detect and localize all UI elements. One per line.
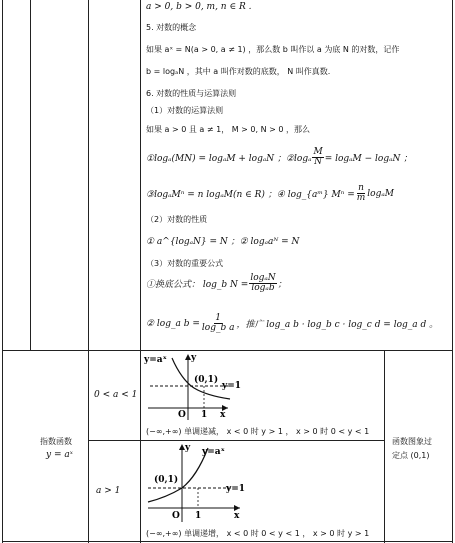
rule-4-tail: logₐM xyxy=(367,188,394,199)
reciprocal-formula xyxy=(146,314,438,333)
graph2-point-label: (0,1) xyxy=(154,475,179,485)
case-1-description: (−∞,+∞) 单调递减， x < 0 时 y > 1 ， x > 0 时 0 < y < 1 xyxy=(146,427,370,436)
graph1-hline-label: y=1 xyxy=(222,381,242,391)
graph2-x-label: x xyxy=(234,511,240,521)
recip-tail: ，推广 log_a b · log_b c · log_c d = log_a d 。 xyxy=(236,320,439,330)
graph2-origin-label: O xyxy=(172,511,180,521)
condition-line: a > 0, b > 0, m, n ∈ R . xyxy=(146,2,252,12)
rule-2-tail: = logₐM − logₐN ； xyxy=(324,154,413,164)
case-1-condition: 0 < a < 1 xyxy=(94,390,138,400)
exp-function-name: 指数函数 xyxy=(40,437,72,446)
graph1-y-label: y xyxy=(191,353,197,363)
graph2-curve-label: y=aˣ xyxy=(202,447,225,457)
rule-2-fraction xyxy=(312,148,323,167)
log-definition-line-1: 如果 aˣ = N(a > 0, a ≠ 1) ，那么数 b 叫作以 a 为底 N 的对数，记作 xyxy=(146,45,400,54)
table-col-divider-1 xyxy=(30,0,31,350)
table-col-divider-2 xyxy=(88,0,89,543)
rule-1-text: ①logₐ(MN) = logₐM + logₐN ；②logₐ xyxy=(146,154,312,164)
section-6-sub-2: （2）对数的性质 xyxy=(146,215,208,224)
section-6-sub-1: （1）对数的运算法则 xyxy=(146,106,224,115)
recip-denominator: log_b a xyxy=(201,323,235,333)
change-base-head: ①换底公式： log_b N = xyxy=(146,280,249,290)
fixed-point-note-1: 函数图象过 xyxy=(392,437,432,446)
graph2-y-label: y xyxy=(185,443,191,453)
change-base-tail: ； xyxy=(277,280,287,290)
section-5-title: 5. 对数的概念 xyxy=(146,23,197,32)
rule-4-numerator: n xyxy=(358,183,364,193)
graph1-tick-label: 1 xyxy=(201,410,208,420)
rule-4-denominator: m xyxy=(356,193,366,203)
log-rule-power xyxy=(146,184,394,203)
recip-numerator: 1 xyxy=(215,313,222,323)
change-of-base-formula xyxy=(146,274,287,293)
case-2-condition: a > 1 xyxy=(96,486,121,496)
graph-increasing xyxy=(142,442,252,524)
graph-decreasing xyxy=(142,352,242,422)
graph1-point-label: (0,1) xyxy=(194,375,219,385)
section-6-sub-3: （3）对数的重要公式 xyxy=(146,259,224,268)
rule-2-denominator: N xyxy=(314,157,323,167)
table-border-bottom xyxy=(2,541,453,542)
section-6-title: 6. 对数的性质与运算法则 xyxy=(146,89,237,98)
log-properties: ① a^{logₐN} = N ；② logₐaᴺ = N xyxy=(146,237,300,247)
rule-3-text: ③logₐMⁿ = n logₐM(n ∈ R) ；④ log_{aᵐ} Mⁿ = xyxy=(146,190,355,200)
recip-fraction xyxy=(201,314,236,333)
table-col-divider-4 xyxy=(384,350,385,543)
rule-2-numerator: M xyxy=(313,147,323,157)
rules-condition: 如果 a > 0 且 a ≠ 1， M > 0, N > 0 ，那么 xyxy=(146,125,311,134)
graph2-hline-label: y=1 xyxy=(226,484,246,494)
graph1-curve-label: y=aˣ xyxy=(144,355,167,365)
table-col-divider-3 xyxy=(140,0,141,543)
table-row-divider-2 xyxy=(88,440,384,441)
table-border-right xyxy=(452,0,453,543)
change-base-numerator: logₐN xyxy=(250,273,276,283)
graph1-origin-label: O xyxy=(178,410,186,420)
change-base-denominator: logₐb xyxy=(251,283,275,293)
table-row-divider-1 xyxy=(2,350,453,351)
rule-4-fraction xyxy=(356,184,367,203)
change-base-fraction xyxy=(249,274,276,293)
recip-head: ② log_a b = xyxy=(146,318,200,329)
graph2-tick-label: 1 xyxy=(195,511,202,521)
exp-function-formula: y = aˣ xyxy=(46,450,73,460)
graph1-x-label: x xyxy=(220,410,226,420)
case-2-description: (−∞,+∞) 单调递增， x < 0 时 0 < y < 1 ， x > 0 时 y > 1 xyxy=(146,529,370,538)
fixed-point-note-2: 定点 (0,1) xyxy=(392,451,430,460)
log-definition-line-2: b = logₐN ，其中 a 叫作对数的底数， N 叫作真数. xyxy=(146,67,331,76)
log-rule-product-quotient xyxy=(146,148,412,167)
table-border-left xyxy=(2,0,3,543)
